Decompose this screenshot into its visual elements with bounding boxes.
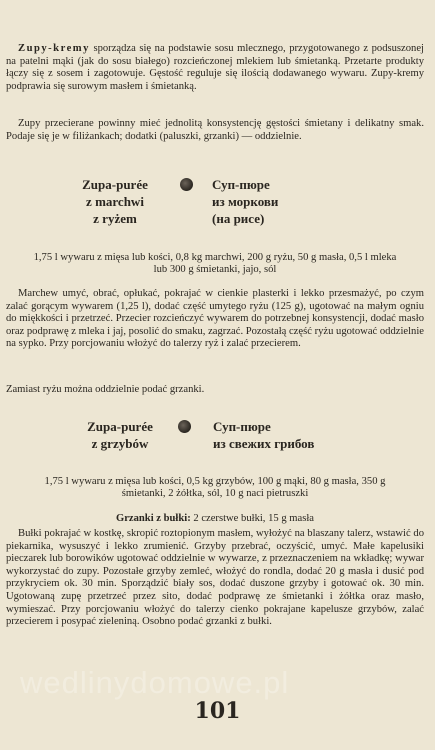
intro-paragraph <box>6 43 424 93</box>
term-zupy-kremy: Zupy-kremy <box>18 43 90 54</box>
recipe2-method: Bułki pokrajać w kostkę, skropić roztopionym masłem, wyłożyć na blaszany talerz, wstawić do piekarnika, wysuszyć i lekko zrumienić. Grzyby przebrać, oczyścić, umyć. Małe kapelusiki pieczarek lub borowików ugotować oddzielnie w wywarze, z przeznaczeniem na wkładkę; wywar wykorzystać do zupy. Pozostałe grzyby zemleć, włożyć do rondla, dodać 20 g masła i dusić pod przykryciem ok. 30 min. Sporządzić biały sos, dodać duszone grzyby i gotować ok. 30 min. Ugotowaną zupę przetrzeć przez sito, dodać podprawę ze śmietanki i żółtka oraz masło, wymieszać. Przy porcjowaniu włożyć do talerzy cienko pokrajane kapelusze grzybów, zalać przecierem i posypać zieleniną. Osobno podać grzanki z bułki. <box>6 528 424 628</box>
recipe2-ingredients: 1,75 l wywaru z mięsa lub kości, 0,5 kg grzybów, 100 g mąki, 80 g masła, 350 g śmietanki, 2 żółtka, sól, 10 g naci pietruszki <box>44 475 386 500</box>
recipe1-title-polish: Zupa-purée z marchwi z ryżem <box>82 177 148 226</box>
croutons-text: 2 czerstwe bułki, 15 g masła <box>190 512 315 524</box>
recipe1-ingredients: 1,75 l wywaru z mięsa lub kości, 0,8 kg marchwi, 200 g ryżu, 50 g masła, 0,5 l mleka lub 300 g śmietanki, jajo, sól <box>33 251 397 276</box>
bullet-icon <box>178 420 191 433</box>
intro-paragraph-2: Zupy przecierane powinny mieć jednolitą konsystencję gęstości śmietany i delikatny smak. Podaje się je w filiżankach; dodatki (paluszki, grzanki) — oddzielnie. <box>6 118 424 142</box>
recipe1-method: Marchew umyć, obrać, opłukać, pokrajać w cienkie plasterki i lekko przesmażyć, po czym zalać gorącym wywarem (1,25 l), dodać część umytego ryżu (125 g), ugotować na małym ogniu do miękkości i przetrzeć. Przecier rozcieńczyć wywarem do potrzebnej konsystencji, dodać masło oraz podprawę z mleka i jaj, posolić do smaku, zagrzać. Pozostałą część ryżu ugotować oddzielnie na sypko. Przy porcjowaniu włożyć do talerzy ryż i zalać przecierem. <box>6 288 424 350</box>
recipe2-title-russian: Суп-пюре из свежих грибов <box>213 419 315 451</box>
recipe1-title-russian: Суп-пюре из моркови (на рисе) <box>212 177 279 226</box>
croutons-label: Grzanki z bułki: <box>115 512 191 524</box>
recipe2-croutons <box>30 513 400 526</box>
bullet-icon <box>180 178 193 191</box>
recipe2-title-polish: Zupa-purée z grzybów <box>87 419 153 451</box>
recipe1-note: Zamiast ryżu można oddzielnie podać grzanki. <box>6 384 205 395</box>
intro-text: sporządza się na podstawie sosu mlecznego, przygotowanego z podsuszonej na patelni mąki (jak do sosu białego) rozcieńczonej mlekiem lub śmietanką. Przetarte produkty łączy się z sosem i zagotowuje. Gęstość reguluje się ilością dodawanego wywaru. Zupy-kremy podprawia się surowym masłem i śmietanką. <box>6 43 424 92</box>
watermark-text: wedlinydomowe.pl <box>20 665 290 700</box>
page-number: 101 <box>194 698 241 724</box>
